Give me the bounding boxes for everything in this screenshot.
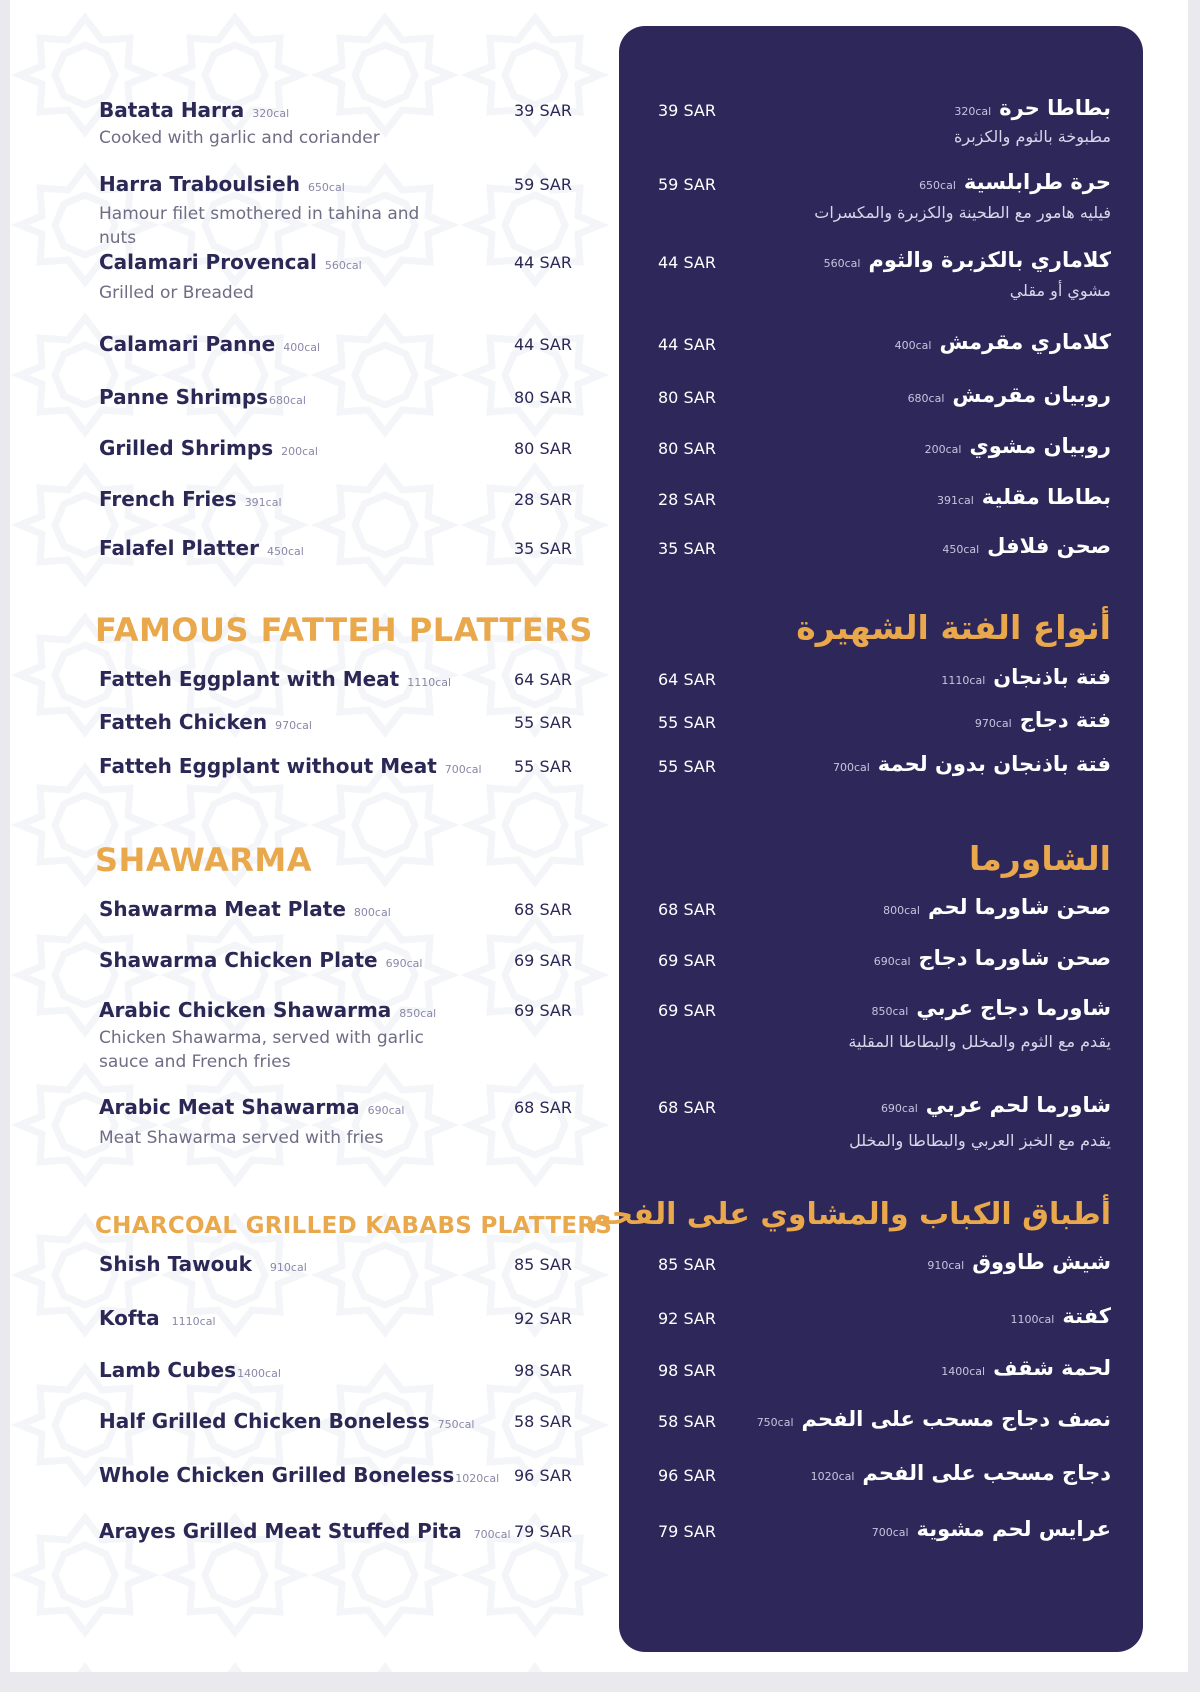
menu-item-price: 68 SAR [514,900,572,919]
menu-item-price-ar: 80 SAR [658,439,716,458]
menu-item-name: Panne Shrimps680cal [99,385,306,409]
menu-item-price: 55 SAR [514,757,572,776]
menu-item-name-ar: بطاطا حرة320cal [954,96,1111,120]
menu-item-name: French Fries 391cal [99,487,282,511]
menu-item-price: 55 SAR [514,713,572,732]
menu-item-price-ar: 44 SAR [658,335,716,354]
menu-item-name-ar: فتة باذنجان1110cal [941,665,1111,689]
menu-item-price: 85 SAR [514,1255,572,1274]
section-title: CHARCOAL GRILLED KABABS PLATTERS [95,1213,613,1239]
menu-item-price-ar: 92 SAR [658,1309,716,1328]
calorie-label-ar: 910cal [927,1259,965,1272]
calorie-label-ar: 750cal [756,1416,794,1429]
menu-item-price: 80 SAR [514,439,572,458]
menu-item-price-ar: 58 SAR [658,1412,716,1431]
menu-item-name-ar: دجاج مسحب على الفحم1020cal [810,1461,1111,1485]
calorie-label-ar: 1400cal [941,1365,986,1378]
menu-item-name: Arayes Grilled Meat Stuffed Pita 700cal [99,1519,511,1543]
menu-item-name: Half Grilled Chicken Boneless 750cal [99,1409,475,1433]
menu-item-name-ar: شاورما دجاج عربي850cal [871,996,1111,1020]
menu-item-name: Lamb Cubes1400cal [99,1358,281,1382]
menu-item-name: Grilled Shrimps 200cal [99,436,318,460]
calorie-label: 200cal [281,445,318,458]
menu-item-name-ar: نصف دجاج مسحب على الفحم750cal [756,1407,1111,1431]
menu-item-description-ar: مشوي أو مقلي [1009,281,1111,300]
calorie-label-ar: 320cal [954,105,992,118]
menu-page [10,0,1188,1672]
calorie-label-ar: 690cal [880,1102,918,1115]
calorie-label-ar: 200cal [924,443,962,456]
calorie-label: 680cal [269,394,306,407]
calorie-label-ar: 560cal [823,257,861,270]
calorie-label: 650cal [307,181,345,194]
calorie-label: 400cal [283,341,321,354]
calorie-label: 1020cal [455,1472,500,1485]
menu-item-name: Harra Traboulsieh 650cal [99,172,345,196]
menu-item-name: Calamari Provencal 560cal [99,250,362,274]
menu-item-description: Grilled or Breaded [99,283,254,303]
menu-item-name: Fatteh Chicken 970cal [99,710,312,734]
menu-item-price-ar: 44 SAR [658,253,716,272]
menu-item-name-ar: حرة طرابلسية650cal [919,170,1111,194]
calorie-label: 910cal [269,1261,307,1274]
calorie-label: 1110cal [407,676,452,689]
menu-item-name-ar: شاورما لحم عربي690cal [880,1093,1111,1117]
calorie-label-ar: 650cal [919,179,956,192]
calorie-label-ar: 850cal [871,1005,909,1018]
menu-item-name: Batata Harra 320cal [99,98,290,122]
menu-item-name: Falafel Platter 450cal [99,536,304,560]
calorie-label-ar: 800cal [883,904,920,917]
calorie-label: 800cal [353,906,391,919]
menu-item-price: 39 SAR [514,101,572,120]
menu-item-description-ar: مطبوخة بالثوم والكزبرة [953,127,1111,146]
menu-item-description-ar: يقدم مع الخبز العربي والبطاطا والمخلل [849,1131,1111,1150]
menu-item-name: Whole Chicken Grilled Boneless1020cal [99,1463,500,1487]
menu-item-name: Shish Tawouk 910cal [99,1252,307,1276]
menu-item-name-ar: عرايس لحم مشوية700cal [871,1517,1111,1541]
calorie-label-ar: 1110cal [941,674,986,687]
menu-item-price-ar: 69 SAR [658,951,716,970]
menu-item-description: Chicken Shawarma, served with garlic sauce and French fries [99,1028,424,1072]
menu-item-name: Fatteh Eggplant with Meat 1110cal [99,667,452,691]
menu-item-price-ar: 80 SAR [658,388,716,407]
menu-item-name-ar: بطاطا مقلية391cal [936,485,1111,509]
menu-item-price: 80 SAR [514,388,572,407]
menu-item-price-ar: 28 SAR [658,490,716,509]
menu-item-price: 69 SAR [514,951,572,970]
menu-item-description: Hamour filet smothered in tahina and nuts [99,204,420,248]
calorie-label-ar: 700cal [871,1526,909,1539]
menu-item-name: Arabic Meat Shawarma 690cal [99,1095,405,1119]
calorie-label: 690cal [367,1104,405,1117]
section-title: FAMOUS FATTEH PLATTERS [95,611,593,649]
menu-item-name-ar: كفتة1100cal [1010,1304,1111,1328]
menu-item-name: Shawarma Chicken Plate 690cal [99,948,423,972]
calorie-label-ar: 970cal [974,717,1012,730]
menu-item-price-ar: 79 SAR [658,1522,716,1541]
calorie-label: 850cal [399,1007,437,1020]
menu-item-price-ar: 35 SAR [658,539,716,558]
calorie-label: 970cal [275,719,312,732]
calorie-label: 560cal [324,259,362,272]
menu-item-price: 98 SAR [514,1361,572,1380]
menu-item-price-ar: 68 SAR [658,1098,716,1117]
calorie-label: 700cal [444,763,482,776]
menu-item-name-ar: صحن فلافل450cal [942,534,1111,558]
section-title: SHAWARMA [95,841,313,879]
calorie-label-ar: 450cal [942,543,980,556]
calorie-label: 450cal [266,545,304,558]
menu-item-price: 44 SAR [514,253,572,272]
menu-item-price-ar: 64 SAR [658,670,716,689]
menu-item-name: Arabic Chicken Shawarma 850cal [99,998,437,1022]
menu-item-name-ar: روبيان مشوي200cal [924,434,1111,458]
menu-item-price: 59 SAR [514,175,572,194]
menu-item-price: 64 SAR [514,670,572,689]
menu-item-price-ar: 39 SAR [658,101,716,120]
calorie-label-ar: 690cal [873,955,911,968]
menu-item-price: 96 SAR [514,1466,572,1485]
menu-item-price-ar: 55 SAR [658,757,716,776]
menu-item-name-ar: كلاماري مقرمش400cal [894,330,1111,354]
menu-item-name: Calamari Panne 400cal [99,332,321,356]
menu-item-name: Kofta 1110cal [99,1306,216,1330]
menu-item-price: 68 SAR [514,1098,572,1117]
menu-item-name: Shawarma Meat Plate 800cal [99,897,391,921]
menu-item-description-ar: يقدم مع الثوم والمخلل والبطاطا المقلية [848,1032,1111,1051]
menu-item-price: 92 SAR [514,1309,572,1328]
menu-item-price-ar: 96 SAR [658,1466,716,1485]
menu-item-name-ar: فتة دجاج970cal [974,708,1111,732]
calorie-label-ar: 1020cal [810,1470,855,1483]
menu-item-price: 35 SAR [514,539,572,558]
menu-item-price-ar: 68 SAR [658,900,716,919]
calorie-label: 1400cal [237,1367,281,1380]
menu-item-description: Meat Shawarma served with fries [99,1128,384,1148]
calorie-label-ar: 680cal [907,392,945,405]
menu-item-name-ar: شيش طاووق910cal [927,1250,1111,1274]
section-title-ar: أنواع الفتة الشهيرة [796,608,1111,647]
menu-item-price-ar: 85 SAR [658,1255,716,1274]
menu-item-price-ar: 69 SAR [658,1001,716,1020]
menu-item-price-ar: 55 SAR [658,713,716,732]
calorie-label-ar: 700cal [832,761,870,774]
calorie-label: 700cal [473,1528,511,1541]
calorie-label-ar: 400cal [894,339,932,352]
menu-item-name-ar: فتة باذنجان بدون لحمة700cal [832,752,1111,776]
menu-item-description: Cooked with garlic and coriander [99,128,380,148]
calorie-label: 1110cal [171,1315,216,1328]
menu-item-name-ar: لحمة شقف1400cal [941,1356,1111,1380]
section-title-ar: أطباق الكباب والمشاوي على الفحم [588,1197,1111,1232]
menu-item-price: 28 SAR [514,490,572,509]
calorie-label: 320cal [252,107,290,120]
calorie-label-ar: 1100cal [1010,1313,1055,1326]
menu-item-description-ar: فيليه هامور مع الطحينة والكزبرة والمكسرات [814,203,1111,222]
menu-item-name-ar: صحن شاورما دجاج690cal [873,946,1111,970]
menu-item-price-ar: 59 SAR [658,175,716,194]
menu-item-price: 44 SAR [514,335,572,354]
menu-item-price: 79 SAR [514,1522,572,1541]
menu-item-name: Fatteh Eggplant without Meat 700cal [99,754,482,778]
menu-item-price: 69 SAR [514,1001,572,1020]
calorie-label-ar: 391cal [936,494,974,507]
calorie-label: 690cal [385,957,423,970]
menu-item-price: 58 SAR [514,1412,572,1431]
menu-item-price-ar: 98 SAR [658,1361,716,1380]
calorie-label: 750cal [437,1418,475,1431]
section-title-ar: الشاورما [968,839,1111,878]
menu-item-name-ar: كلاماري بالكزبرة والثوم560cal [823,248,1111,272]
menu-item-name-ar: صحن شاورما لحم800cal [883,895,1111,919]
menu-item-name-ar: روبيان مقرمش680cal [907,383,1111,407]
calorie-label: 391cal [244,496,282,509]
